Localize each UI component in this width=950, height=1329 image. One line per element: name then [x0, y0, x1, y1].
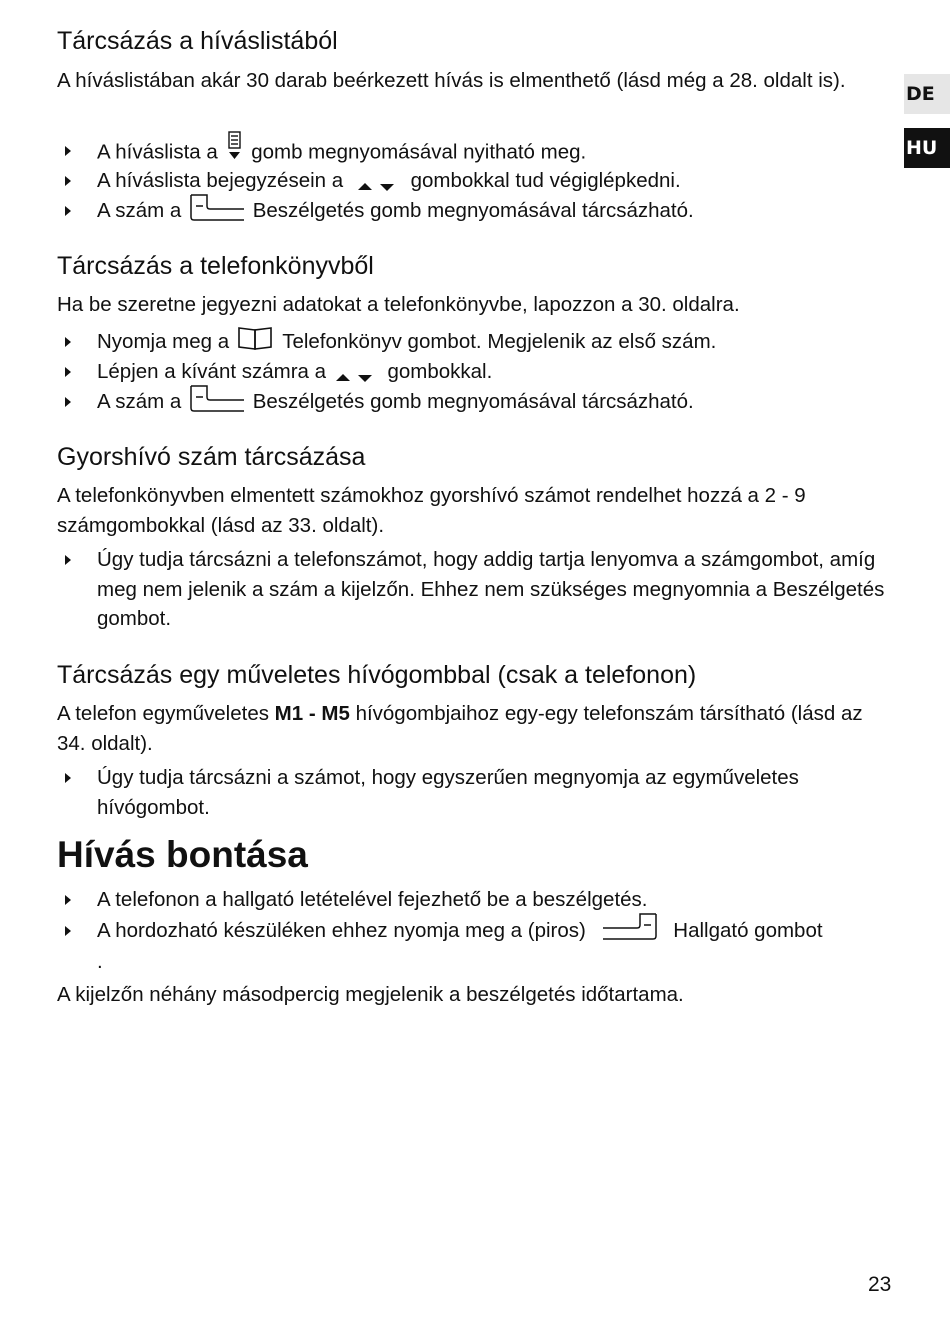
onetouch-heading: Tárcsázás egy műveletes hívógombbal (csak a telefonon): [57, 661, 697, 689]
bullet-text: gomb megnyomásával nyitható meg.: [251, 140, 587, 164]
bullet-arrow-icon: [65, 206, 71, 216]
bullet-arrow-icon: [65, 926, 71, 936]
bullet-arrow-icon: [65, 773, 71, 783]
bullet-arrow-icon: [65, 895, 71, 905]
bullet-text: Telefonkönyv gombot. Megjelenik az első szám.: [282, 330, 717, 353]
bullet-text: A szám a: [97, 390, 182, 413]
phonebook-icon: [235, 325, 277, 353]
up-down-arrows-icon: [349, 174, 405, 190]
bullet-text: A szám a: [97, 199, 182, 222]
hangup-heading: Hívás bontása: [57, 834, 308, 875]
phonebook-heading: Tárcsázás a telefonkönyvből: [57, 252, 374, 280]
language-tab-hu: HU: [904, 128, 950, 168]
calllist-intro: A híváslistában akár 30 darab beérkezett hívás is elmenthető (lásd még a 28. oldalt is).: [57, 69, 846, 92]
bullet-text: Úgy tudja tárcsázni a számot, hogy egyszerűen megnyomja az egyműveletes hívógombot.: [97, 766, 799, 819]
bullet-text: Hallgató gombot: [673, 919, 823, 942]
up-down-arrows-icon: [332, 365, 382, 381]
bullet-text: Beszélgetés gomb megnyomásával tárcsázható.: [252, 390, 694, 413]
bullet-text: gombokkal tud végiglépkedni.: [410, 169, 681, 192]
phonebook-intro: Ha be szeretne jegyezni adatokat a telefonkönyvbe, lapozzon a 30. oldalra.: [57, 293, 740, 316]
bullet-arrow-icon: [65, 555, 71, 565]
onetouch-bullet-1: [57, 763, 892, 822]
calllist-heading: Tárcsázás a híváslistából: [57, 27, 338, 55]
bullet-text: Beszélgetés gomb megnyomásával tárcsázható.: [252, 199, 694, 222]
talk-button-icon: [187, 384, 247, 414]
calllist-bullet-1: [57, 136, 892, 170]
language-tab-de: DE: [904, 74, 950, 114]
hangup-bullet-2: [57, 916, 892, 976]
memory-keys-label: M1 - M5: [274, 702, 350, 725]
speeddial-bullet-1: [57, 545, 892, 634]
intro-text: A telefon egyműveletes: [57, 702, 269, 725]
hangup-bullet-1: [57, 885, 892, 915]
bullet-arrow-icon: [65, 176, 71, 186]
bullet-text: Lépjen a kívánt számra a: [97, 360, 327, 383]
calllist-bullet-3: [57, 196, 892, 227]
speeddial-heading: Gyorshívó szám tárcsázása: [57, 443, 366, 471]
bullet-arrow-icon: [65, 337, 71, 347]
hangup-outro: A kijelzőn néhány másodpercig megjelenik a beszélgetés időtartama.: [57, 983, 684, 1006]
hang-up-button-icon: [600, 912, 660, 942]
bullet-text: Úgy tudja tárcsázni a telefonszámot, hogy addig tartja lenyomva a számgombot, amíg meg nem jelenik a szám a kijelzőn. Ehhez nem szükséges megnyomnia a Beszélgetés gombot.: [97, 548, 885, 630]
call-list-icon: [224, 130, 246, 164]
onetouch-intro: [57, 699, 892, 758]
calllist-bullet-2: [57, 166, 892, 196]
bullet-text: Nyomja meg a: [97, 330, 230, 353]
intro-text: hívógombjaihoz egy-egy telefonszám társítható (lásd az 34. oldalt).: [57, 702, 863, 755]
phonebook-bullet-2: [57, 357, 892, 387]
bullet-text-end: .: [97, 949, 103, 973]
speeddial-intro: A telefonkönyvben elmentett számokhoz gyorshívó számot rendelhet hozzá a 2 - 9 számgombokkal (lásd az 33. oldalt).: [57, 484, 806, 537]
bullet-arrow-icon: [65, 367, 71, 377]
bullet-text: gombokkal.: [387, 360, 493, 383]
page-number: 23: [868, 1273, 892, 1296]
bullet-text: A telefonon a hallgató letételével fejezhető be a beszélgetés.: [97, 888, 648, 911]
talk-button-icon: [187, 193, 247, 223]
phonebook-bullet-3: [57, 387, 892, 418]
bullet-text: A hordozható készüléken ehhez nyomja meg a (piros): [97, 919, 586, 942]
bullet-text: A híváslista a: [97, 140, 218, 164]
bullet-arrow-icon: [65, 146, 71, 156]
bullet-arrow-icon: [65, 397, 71, 407]
phonebook-bullet-1: [57, 327, 892, 357]
bullet-text: A híváslista bejegyzésein a: [97, 169, 344, 192]
